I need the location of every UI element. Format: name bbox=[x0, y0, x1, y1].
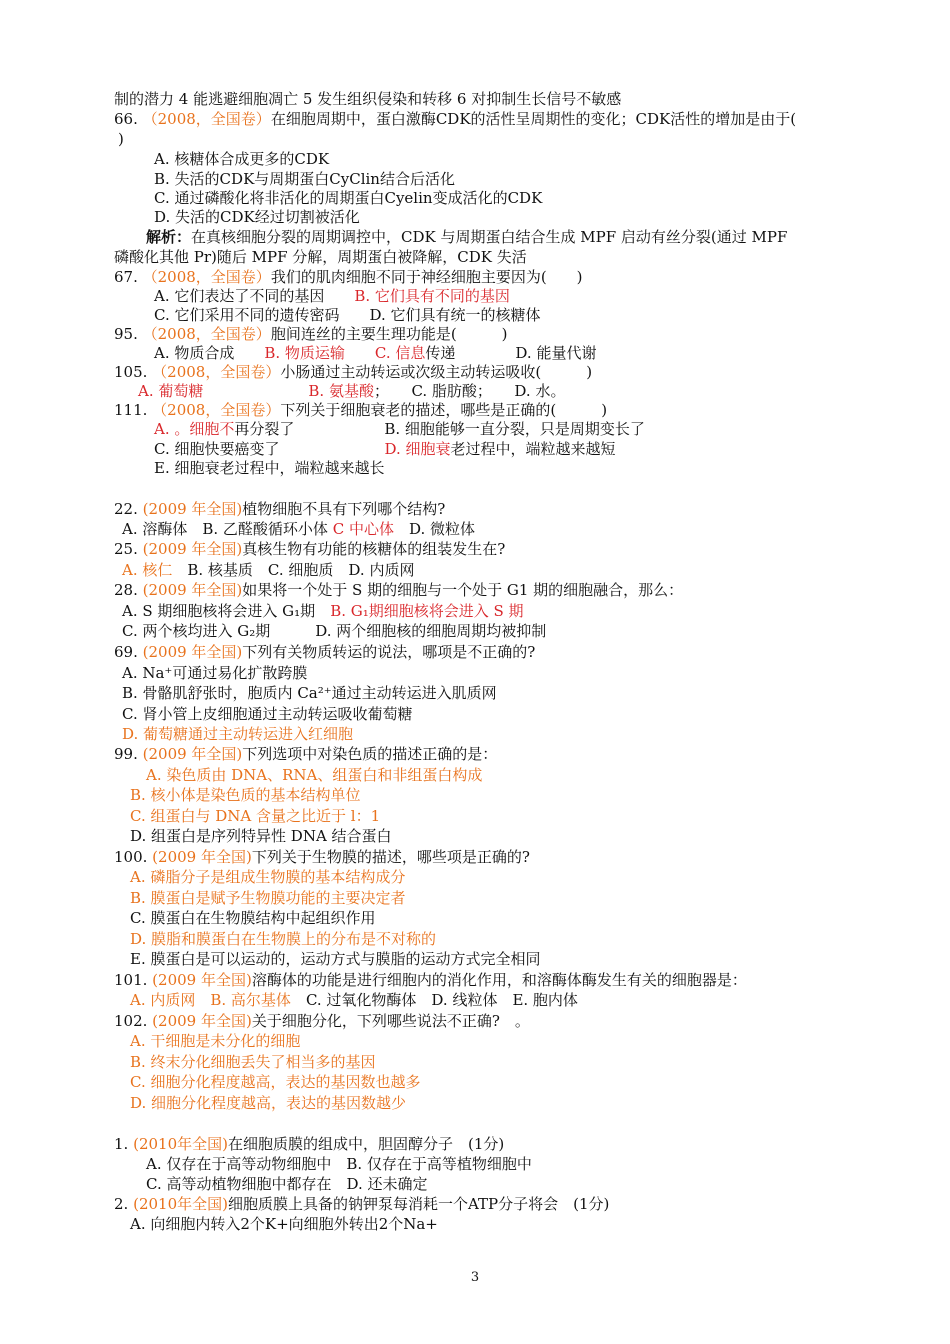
text-segment: C. 组蛋白与 DNA 含量之比近于 l：1 bbox=[130, 807, 381, 825]
text-segment: (2009 年全国) bbox=[152, 971, 252, 989]
text-line bbox=[130, 785, 361, 805]
text-segment: 25. bbox=[114, 540, 143, 558]
text-line bbox=[122, 519, 475, 539]
text-segment: B. 终末分化细胞丢失了相当多的基因 bbox=[130, 1053, 376, 1071]
text-line bbox=[122, 560, 414, 580]
text-segment: (2009 年全国) bbox=[142, 643, 243, 661]
text-line bbox=[130, 1031, 300, 1051]
text-line bbox=[122, 601, 524, 621]
text-segment: 在细胞质膜的组成中，胆固醇分子 (1分) bbox=[227, 1135, 505, 1153]
text-line bbox=[114, 580, 683, 600]
text-segment: 99. bbox=[114, 745, 143, 763]
text-segment: 67. bbox=[114, 268, 143, 286]
text-line bbox=[154, 188, 542, 208]
text-line bbox=[130, 1093, 406, 1113]
text-line bbox=[114, 400, 607, 420]
text-segment: (2010年全国) bbox=[133, 1195, 228, 1213]
text-segment: ； C. 脂肪酸； D. 水。 bbox=[373, 382, 566, 400]
text-segment: 在真核细胞分裂的周期调控中，CDK 与周期蛋白结合生成 MPF 启动有丝分裂(通过 MPF bbox=[191, 228, 788, 246]
text-segment: A. 仅存在于高等动物细胞中 B. 仅存在于高等植物细胞中 bbox=[146, 1155, 532, 1173]
text-segment: 小肠通过主动转运或次级主动转运吸收( ) bbox=[280, 363, 593, 381]
text-segment: A. 溶酶体 B. 乙醛酸循环小体 bbox=[122, 520, 333, 538]
text-line bbox=[130, 1214, 438, 1234]
text-line bbox=[154, 419, 645, 439]
text-segment: D. 细胞分化程度越高，表达的基因数越少 bbox=[130, 1094, 407, 1112]
text-segment: A. 它们表达了不同的基因 bbox=[154, 287, 355, 305]
text-segment: C. 细胞分化程度越高，表达的基因数也越多 bbox=[130, 1073, 421, 1091]
text-line bbox=[130, 929, 436, 949]
text-line bbox=[130, 908, 375, 928]
text-segment: C. 两个核均进入 G₂期 D. 两个细胞核的细胞周期均被抑制 bbox=[122, 622, 547, 640]
text-segment: ) bbox=[118, 130, 124, 148]
text-line bbox=[122, 683, 497, 703]
text-segment: A. 葡萄糖 bbox=[138, 382, 204, 400]
text-line bbox=[114, 109, 796, 129]
text-segment: 69. bbox=[114, 643, 143, 661]
text-segment: (2010年全国) bbox=[133, 1135, 228, 1153]
text-line bbox=[122, 724, 353, 744]
text-segment: D. 葡萄糖通过主动转运进入红细胞 bbox=[122, 725, 354, 743]
text-segment: 1. bbox=[114, 1135, 134, 1153]
text-segment: B. 膜蛋白是赋予生物膜功能的主要决定者 bbox=[130, 889, 406, 907]
text-segment: B. 骨骼肌舒张时，胞质内 Ca²⁺通过主动转运进入肌质网 bbox=[122, 684, 497, 702]
text-segment: A. 向细胞内转入2个K+向细胞外转出2个Na+ bbox=[130, 1215, 438, 1233]
text-segment bbox=[203, 382, 308, 400]
text-segment: C 中心体 bbox=[332, 520, 394, 538]
text-segment: A. 干细胞是未分化的细胞 bbox=[130, 1032, 301, 1050]
text-line bbox=[114, 847, 530, 867]
text-segment: B. 氨基酸 bbox=[308, 382, 374, 400]
text-line bbox=[154, 286, 510, 306]
text-segment: D. 失活的CDK经过切割被活化 bbox=[154, 208, 360, 226]
text-line bbox=[114, 539, 505, 559]
text-segment: 如果将一个处于 S 期的细胞与一个处于 G1 期的细胞融合，那么： bbox=[242, 581, 684, 599]
text-segment: 植物细胞不具有下列哪个结构? bbox=[242, 500, 446, 518]
text-segment: 105. bbox=[114, 363, 153, 381]
text-segment: (2009 年全国) bbox=[142, 540, 243, 558]
text-segment: 下列有关物质转运的说法，哪项是不正确的? bbox=[242, 643, 536, 661]
text-line bbox=[114, 89, 621, 109]
text-segment: D. 膜脂和膜蛋白在生物膜上的分布是不对称的 bbox=[130, 930, 437, 948]
text-segment: 下列关于生物膜的描述，哪些项是正确的? bbox=[251, 848, 530, 866]
text-segment: （2008，全国卷） bbox=[152, 401, 281, 419]
text-line bbox=[114, 1011, 530, 1031]
text-segment: A. 核糖体合成更多的CDK bbox=[154, 150, 330, 168]
text-line bbox=[154, 149, 329, 169]
text-segment: B. 核小体是染色质的基本结构单位 bbox=[130, 786, 361, 804]
text-segment: 关于细胞分化，下列哪些说法不正确? 。 bbox=[251, 1012, 530, 1030]
text-segment: 22. bbox=[114, 500, 143, 518]
text-line bbox=[122, 621, 546, 641]
text-line bbox=[114, 324, 508, 344]
text-line bbox=[114, 267, 583, 287]
text-segment: D. 组蛋白是序列特异性 DNA 结合蛋白 bbox=[130, 827, 392, 845]
text-segment: 老过程中，端粒越来越短 bbox=[450, 440, 616, 458]
text-segment: 下列关于细胞衰老的描述，哪些是正确的( ) bbox=[280, 401, 608, 419]
text-segment: B. 物质运输 C. 信息 bbox=[264, 344, 426, 362]
text-segment: （2008，全国卷） bbox=[152, 363, 281, 381]
text-segment: 111. bbox=[114, 401, 153, 419]
text-line bbox=[114, 362, 592, 382]
text-segment: 传递 D. 能量代谢 bbox=[425, 344, 597, 362]
text-segment: D. 微粒体 bbox=[393, 520, 475, 538]
text-segment: C. 膜蛋白在生物膜结构中起组织作用 bbox=[130, 909, 376, 927]
text-line bbox=[154, 439, 616, 459]
page-number: 3 bbox=[470, 1270, 480, 1285]
text-segment: 制的潜力 4 能逃避细胞凋亡 5 发生组织侵染和转移 6 对抑制生长信号不敏感 bbox=[114, 90, 622, 108]
text-segment: 2. bbox=[114, 1195, 134, 1213]
text-segment: 解析： bbox=[146, 228, 192, 246]
text-line bbox=[114, 1134, 504, 1154]
text-segment: C. 细胞快要癌变了 bbox=[154, 440, 385, 458]
text-segment: A. S 期细胞核将会进入 G₁期 bbox=[122, 602, 331, 620]
text-segment: A. 内质网 B. 高尔基体 bbox=[130, 991, 291, 1009]
text-line bbox=[146, 1154, 532, 1174]
text-segment: 102. bbox=[114, 1012, 153, 1030]
text-line bbox=[130, 1072, 420, 1092]
text-segment: 95. bbox=[114, 325, 143, 343]
text-line bbox=[154, 207, 360, 227]
text-segment: (2009 年全国) bbox=[142, 500, 243, 518]
text-line bbox=[114, 970, 747, 990]
text-segment: 溶酶体的功能是进行细胞内的消化作用，和溶酶体酶发生有关的细胞器是： bbox=[251, 971, 747, 989]
text-segment: A. Na⁺可通过易化扩散跨膜 bbox=[122, 664, 308, 682]
text-line bbox=[130, 826, 392, 846]
text-line bbox=[122, 663, 307, 683]
text-line bbox=[130, 867, 405, 887]
text-line bbox=[114, 642, 535, 662]
text-segment: A. 物质合成 bbox=[154, 344, 265, 362]
text-segment: 磷酸化其他 Pr)随后 MPF 分解，周期蛋白被降解，CDK 失活 bbox=[114, 248, 527, 266]
text-segment: C. 它们采用不同的遗传密码 D. 它们具有统一的核糖体 bbox=[154, 306, 541, 324]
text-segment: （2008，全国卷） bbox=[142, 325, 271, 343]
text-line bbox=[154, 305, 541, 325]
text-segment: B. 核基质 C. 细胞质 D. 内质网 bbox=[172, 561, 415, 579]
text-segment: E. 细胞衰老过程中，端粒越来越长 bbox=[154, 459, 385, 477]
text-line bbox=[130, 806, 380, 826]
text-segment: 28. bbox=[114, 581, 143, 599]
text-line bbox=[146, 227, 787, 247]
text-line bbox=[138, 381, 565, 401]
text-segment: 胞间连丝的主要生理功能是( ) bbox=[270, 325, 508, 343]
text-line bbox=[154, 343, 596, 363]
text-line bbox=[130, 990, 578, 1010]
text-segment: C. 通过磷酸化将非活化的周期蛋白Cyelin变成活化的CDK bbox=[154, 189, 543, 207]
text-line bbox=[122, 704, 412, 724]
text-segment: B. 它们具有不同的基因 bbox=[354, 287, 510, 305]
text-segment: A. 核仁 bbox=[122, 561, 173, 579]
text-segment: 100. bbox=[114, 848, 153, 866]
text-line bbox=[130, 888, 406, 908]
text-line bbox=[154, 458, 385, 478]
text-segment: 真核生物有功能的核糖体的组装发生在? bbox=[242, 540, 506, 558]
text-line bbox=[130, 1052, 376, 1072]
text-segment: （2008，全国卷） bbox=[142, 268, 271, 286]
text-segment: 细胞质膜上具备的钠钾泵每消耗一个ATP分子将会 (1分) bbox=[227, 1195, 610, 1213]
text-segment: 我们的肌肉细胞不同于神经细胞主要因为( ) bbox=[270, 268, 583, 286]
text-segment: 在细胞周期中，蛋白激酶CDK的活性呈周期性的变化；CDK活性的增加是由于( bbox=[270, 110, 797, 128]
text-segment: 66. bbox=[114, 110, 143, 128]
text-segment: A. 染色质由 DNA、RNA、组蛋白和非组蛋白构成 bbox=[146, 766, 483, 784]
text-segment: C. 高等动植物细胞中都存在 D. 还未确定 bbox=[146, 1175, 428, 1193]
text-segment: 下列选项中对染色质的描述正确的是： bbox=[242, 745, 498, 763]
text-segment: (2009 年全国) bbox=[142, 581, 243, 599]
text-segment: A. 磷脂分子是组成生物膜的基本结构成分 bbox=[130, 868, 406, 886]
text-segment: (2009 年全国) bbox=[152, 848, 252, 866]
text-line bbox=[114, 744, 497, 764]
text-segment: B. 失活的CDK与周期蛋白CyClin结合后活化 bbox=[154, 170, 455, 188]
text-segment: E. 膜蛋白是可以运动的，运动方式与膜脂的运动方式完全相同 bbox=[130, 950, 541, 968]
text-line bbox=[146, 1174, 428, 1194]
text-line bbox=[114, 499, 445, 519]
text-segment: D. 细胞衰 bbox=[384, 440, 451, 458]
text-segment: 101. bbox=[114, 971, 153, 989]
text-line bbox=[154, 169, 455, 189]
text-line bbox=[130, 949, 541, 969]
text-segment: B. G₁期细胞核将会进入 S 期 bbox=[330, 602, 524, 620]
text-line bbox=[146, 765, 482, 785]
text-segment: A. 。细胞不 bbox=[154, 420, 235, 438]
text-segment: C. 过氧化物酶体 D. 线粒体 E. 胞内体 bbox=[290, 991, 578, 1009]
text-segment: (2009 年全国) bbox=[152, 1012, 252, 1030]
text-line bbox=[118, 129, 124, 149]
text-segment: （2008，全国卷） bbox=[142, 110, 271, 128]
text-segment: C. 肾小管上皮细胞通过主动转运吸收葡萄糖 bbox=[122, 705, 413, 723]
text-segment: (2009 年全国) bbox=[142, 745, 243, 763]
text-line bbox=[114, 1194, 609, 1214]
text-segment: 再分裂了 B. 细胞能够一直分裂，只是周期变长了 bbox=[234, 420, 645, 438]
text-line bbox=[114, 247, 527, 267]
